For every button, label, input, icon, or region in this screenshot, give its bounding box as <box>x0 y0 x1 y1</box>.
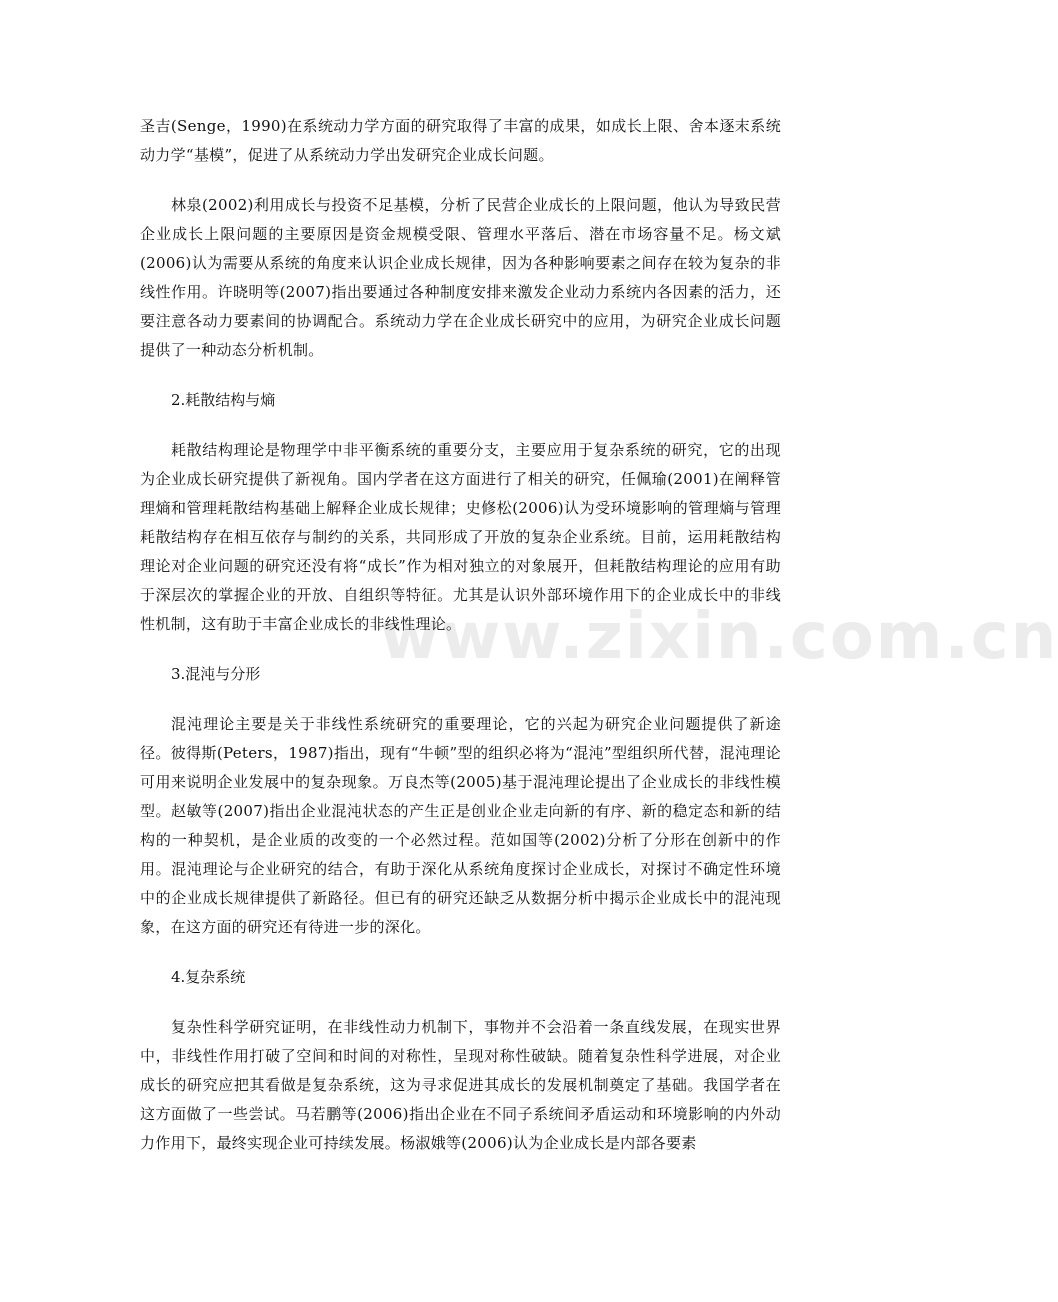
section-heading-dissipative: 2.耗散结构与熵 <box>171 391 276 409</box>
paragraph-complex: 复杂性科学研究证明，在非线性动力机制下，事物并不会沿着一条直线发展，在现实世界中，非线性作用打破了空间和时间的对称性，呈现对称性破缺。随着复杂性科学进展，对企业成长的研究应把其看做是复杂系统，这为寻求促进其成长的发展机制奠定了基础。我国学者在这方面做了一些尝试。马若鹏等(2006)指出企业在不同子系统间矛盾运动和环境影响的内外动力作用下，最终实现企业可持续发展。杨淑娥等(2006)认为企业成长是内部各要素 <box>140 1018 781 1152</box>
paragraph-linquan: 林泉(2002)利用成长与投资不足基模，分析了民营企业成长的上限问题，他认为导致民营企业成长上限问题的主要原因是资金规模受限、管理水平落后、潜在市场容量不足。杨文斌(2006)认为需要从系统的角度来认识企业成长规律，因为各种影响要素之间存在较为复杂的非线性作用。许晓明等(2007)指出要通过各种制度安排来激发企业动力系统内各因素的活力，还要注意各动力要素间的协调配合。系统动力学在企业成长研究中的应用，为研究企业成长问题提供了一种动态分析机制。 <box>140 196 781 359</box>
watermark: www.zixin.com.cn <box>380 600 1058 674</box>
paragraph-senge: 圣吉(Senge，1990)在系统动力学方面的研究取得了丰富的成果，如成长上限、舍本逐末系统动力学“基模”，促进了从系统动力学出发研究企业成长问题。 <box>140 117 781 164</box>
paragraph-dissipative: 耗散结构理论是物理学中非平衡系统的重要分支，主要应用于复杂系统的研究，它的出现为企业成长研究提供了新视角。国内学者在这方面进行了相关的研究，任佩瑜(2001)在阐释管理熵和管理耗散结构基础上解释企业成长规律；史修松(2006)认为受环境影响的管理熵与管理耗散结构存在相互依存与制约的关系，共同形成了开放的复杂企业系统。目前，运用耗散结构理论对企业问题的研究还没有将“成长”作为相对独立的对象展开，但耗散结构理论的应用有助于深层次的掌握企业的开放、自组织等特征。尤其是认识外部环境作用下的企业成长中的非线性机制，这有助于丰富企业成长的非线性理论。 <box>140 441 781 633</box>
document-body <box>140 112 781 1158</box>
section-heading-chaos: 3.混沌与分形 <box>171 665 261 683</box>
section-heading-complex: 4.复杂系统 <box>171 968 246 986</box>
paragraph-chaos: 混沌理论主要是关于非线性系统研究的重要理论，它的兴起为研究企业问题提供了新途径。彼得斯(Peters，1987)指出，现有“牛顿”型的组织必将为“混沌”型组织所代替，混沌理论可用来说明企业发展中的复杂现象。万良杰等(2005)基于混沌理论提出了企业成长的非线性模型。赵敏等(2007)指出企业混沌状态的产生正是创业企业走向新的有序、新的稳定态和新的结构的一种契机，是企业质的改变的一个必然过程。范如国等(2002)分析了分形在创新中的作用。混沌理论与企业研究的结合，有助于深化从系统角度探讨企业成长，对探讨不确定性环境中的企业成长规律提供了新路径。但已有的研究还缺乏从数据分析中揭示企业成长中的混沌现象，在这方面的研究还有待进一步的深化。 <box>140 715 781 936</box>
